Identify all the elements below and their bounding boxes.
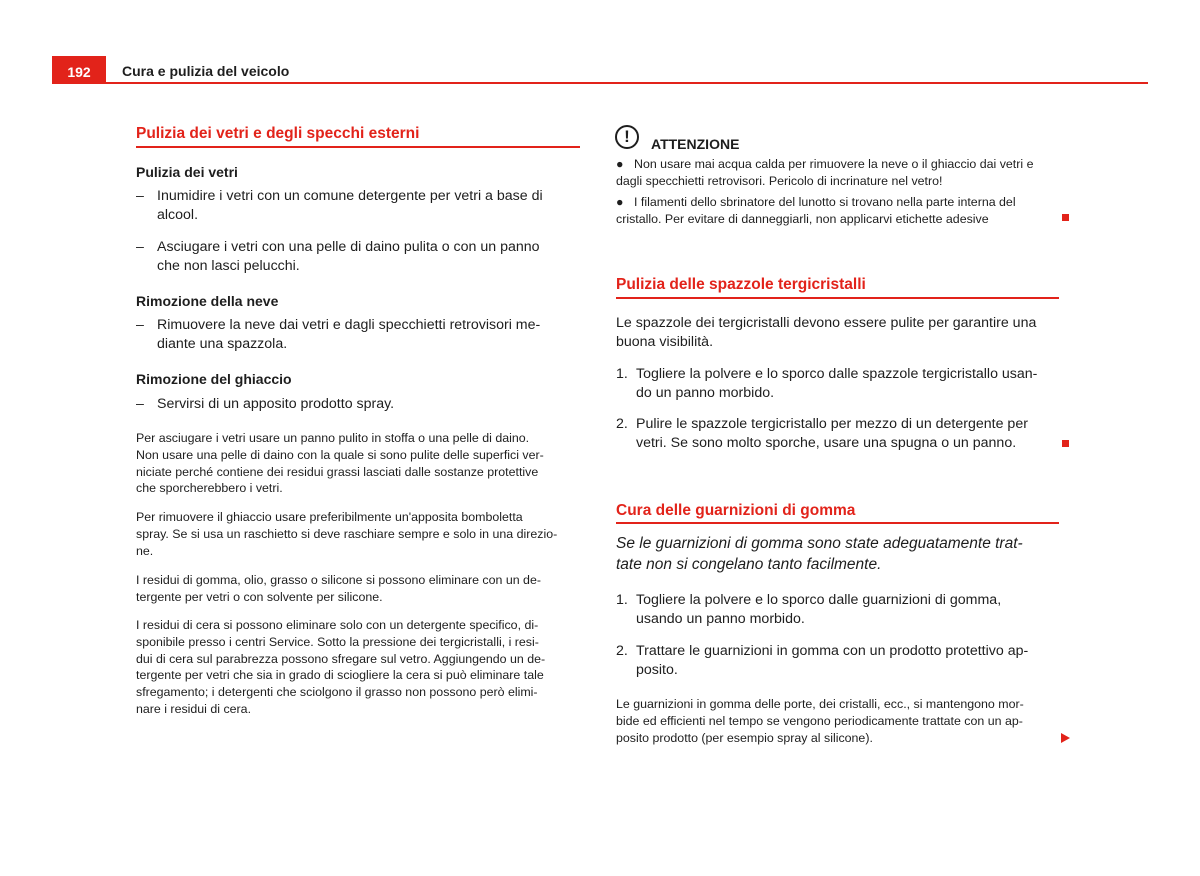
warning-line: cristallo. Per evitare di danneggiarli, non applicarvi etichette adesive bbox=[616, 212, 989, 226]
end-of-section-marker bbox=[1062, 440, 1069, 447]
bullet-dot: ● bbox=[616, 157, 624, 171]
step-number: 2. bbox=[616, 643, 628, 659]
note-line: Per rimuovere il ghiaccio usare preferibilmente un'apposita bomboletta bbox=[136, 510, 523, 524]
note-line: Le guarnizioni in gomma delle porte, dei cristalli, ecc., si mantengono mor- bbox=[616, 697, 1024, 711]
note-line: niciate perché contiene dei residui grassi lasciati dalle sostanze protettive bbox=[136, 464, 539, 479]
dash-marker: – bbox=[136, 188, 144, 204]
section-rule bbox=[136, 146, 580, 148]
step-line: Togliere la polvere e lo sporco dalle guarnizioni di gomma, bbox=[636, 592, 1002, 608]
list-item bbox=[136, 395, 580, 414]
intro-line: tate non si congelano tanto facilmente. bbox=[616, 555, 882, 573]
list-item-line: Servirsi di un apposito prodotto spray. bbox=[157, 396, 395, 412]
list-item bbox=[136, 187, 580, 225]
note-line: tergente per vetri che sia in grado di sciogliere la cera si può eliminare tale bbox=[136, 668, 544, 683]
subhead-snow-removal: Rimozione della neve bbox=[136, 293, 279, 309]
numbered-step bbox=[616, 415, 1060, 453]
note-line: sfregamento; i detergenti che sciolgono il grasso non possono però elimi- bbox=[136, 685, 538, 700]
continue-arrow-icon bbox=[1061, 733, 1070, 743]
list-item-line: diante una spazzola. bbox=[157, 336, 288, 352]
wipers-intro bbox=[616, 314, 1060, 352]
numbered-step bbox=[616, 642, 1060, 680]
note-line: I residui di cera si possono eliminare solo con un detergente specifico, di- bbox=[136, 618, 539, 632]
note-line: ne. bbox=[136, 543, 154, 558]
warning-item bbox=[616, 194, 1060, 211]
bullet-dot: ● bbox=[616, 195, 624, 209]
header-title: Cura e pulizia del veicolo bbox=[122, 63, 290, 79]
step-number: 1. bbox=[616, 366, 628, 382]
warning-line: I filamenti dello sbrinatore del lunotto si trovano nella parte interna del bbox=[634, 195, 1016, 209]
note-line: Per asciugare i vetri usare un panno pulito in stoffa o una pelle di daino. bbox=[136, 431, 530, 445]
seals-note bbox=[616, 696, 1060, 746]
step-line: Togliere la polvere e lo sporco dalle spazzole tergicristallo usan- bbox=[636, 366, 1038, 382]
section-title-wipers: Pulizia delle spazzole tergicristalli bbox=[616, 276, 866, 293]
step-line: do un panno morbido. bbox=[636, 385, 775, 401]
page-number: 192 bbox=[52, 56, 106, 84]
step-line: Trattare le guarnizioni in gomma con un prodotto protettivo ap- bbox=[636, 643, 1029, 659]
section-title-glass-mirrors: Pulizia dei vetri e degli specchi esterni bbox=[136, 125, 420, 142]
list-item-line: Asciugare i vetri con una pelle di daino pulita o con un panno bbox=[157, 239, 540, 255]
dash-marker: – bbox=[136, 317, 144, 333]
step-number: 1. bbox=[616, 592, 628, 608]
step-line: posito. bbox=[636, 662, 678, 678]
note-line: Non usare una pelle di daino con la quale si sono pulite delle superfici ver- bbox=[136, 447, 544, 462]
list-item bbox=[136, 238, 580, 276]
end-of-section-marker bbox=[1062, 214, 1069, 221]
numbered-step bbox=[616, 365, 1060, 403]
note-line: tergente per vetri o con solvente per silicone. bbox=[136, 589, 383, 604]
list-item bbox=[136, 316, 580, 354]
note-paragraph bbox=[136, 572, 580, 606]
note-line: sponibile presso i centri Service. Sotto la pressione dei tergicristalli, i resi- bbox=[136, 634, 539, 649]
intro-line: buona visibilità. bbox=[616, 334, 714, 350]
note-line: bide ed efficienti nel tempo se vengono periodicamente trattate con un ap- bbox=[616, 713, 1023, 728]
warning-line: dagli specchietti retrovisori. Pericolo di incrinature nel vetro! bbox=[616, 174, 943, 188]
list-item-line: Rimuovere la neve dai vetri e dagli specchietti retrovisori me- bbox=[157, 317, 541, 333]
intro-line: Le spazzole dei tergicristalli devono essere pulite per garantire una bbox=[616, 315, 1037, 331]
step-line: vetri. Se sono molto sporche, usare una spugna o un panno. bbox=[636, 435, 1017, 451]
note-paragraph bbox=[136, 617, 580, 718]
note-line: spray. Se si usa un raschietto si deve raschiare sempre e solo in una direzio- bbox=[136, 526, 558, 541]
section-rule bbox=[616, 297, 1059, 299]
seals-intro bbox=[616, 534, 1060, 575]
warning-title: ATTENZIONE bbox=[651, 136, 740, 152]
warning-line: Non usare mai acqua calda per rimuovere la neve o il ghiaccio dai vetri e bbox=[634, 157, 1034, 171]
list-item-line: alcool. bbox=[157, 207, 199, 223]
note-line: dui di cera sul parabrezza possono sfregare sul vetro. Aggiungendo un de- bbox=[136, 651, 546, 666]
dash-marker: – bbox=[136, 396, 144, 412]
note-line: che sporcherebbero i vetri. bbox=[136, 481, 283, 496]
section-rule bbox=[616, 522, 1059, 524]
step-number: 2. bbox=[616, 416, 628, 432]
subhead-ice-removal: Rimozione del ghiaccio bbox=[136, 371, 292, 387]
note-paragraph bbox=[136, 509, 580, 559]
section-title-seals: Cura delle guarnizioni di gomma bbox=[616, 502, 856, 519]
note-line: I residui di gomma, olio, grasso o silicone si possono eliminare con un de- bbox=[136, 573, 541, 587]
warning-item bbox=[616, 156, 1060, 173]
list-item-line: che non lasci pelucchi. bbox=[157, 258, 300, 274]
dash-marker: – bbox=[136, 239, 144, 255]
intro-line: Se le guarnizioni di gomma sono state adeguatamente trat- bbox=[616, 535, 1023, 552]
header-rule bbox=[52, 82, 1148, 84]
step-line: usando un panno morbido. bbox=[636, 611, 805, 627]
step-line: Pulire le spazzole tergicristallo per mezzo di un detergente per bbox=[636, 416, 1028, 432]
note-paragraph bbox=[136, 430, 580, 497]
list-item-line: Inumidire i vetri con un comune detergente per vetri a base di bbox=[157, 188, 543, 204]
note-line: posito prodotto (per esempio spray al silicone). bbox=[616, 730, 873, 745]
numbered-step bbox=[616, 591, 1060, 629]
warning-icon: ! bbox=[615, 125, 639, 149]
note-line: nare i residui di cera. bbox=[136, 701, 252, 716]
subhead-glass-cleaning: Pulizia dei vetri bbox=[136, 164, 238, 180]
